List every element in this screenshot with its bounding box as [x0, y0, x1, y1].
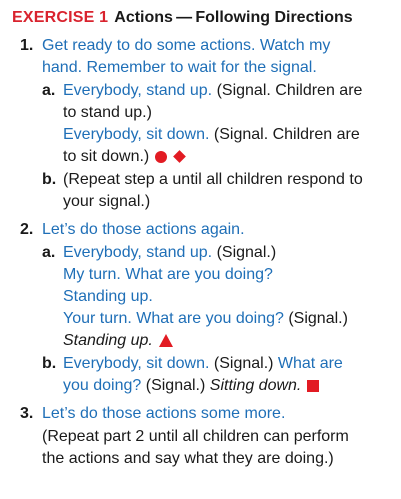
step-1a-instruction: Everybody, stand up. [63, 82, 213, 99]
step-2-number: 2. [20, 221, 34, 238]
step-3-line-2: (Repeat part 2 until all children can perform [42, 428, 349, 445]
step-1a-note-3: to sit down.) [63, 148, 150, 165]
step-1a-note-2: (Signal. Children are [209, 126, 360, 143]
step-1a-line-2: to stand up.) [63, 104, 152, 121]
step-2a-response: Standing up. [63, 332, 153, 349]
step-1a-line-4 [63, 147, 184, 167]
step-2-line-1: Let’s do those actions again. [42, 221, 245, 238]
step-1a-label: a. [42, 82, 56, 99]
step-2a-line-5 [63, 331, 173, 351]
exercise-number: EXERCISE 1 [12, 9, 109, 26]
step-2b-note-2: (Signal.) [141, 377, 210, 394]
circle-icon [155, 151, 167, 163]
step-1a-instruction-2: Everybody, sit down. [63, 126, 210, 143]
step-1b-line-1: (Repeat step a until all children respond to [63, 171, 363, 188]
step-2b-response: Sitting down. [209, 377, 302, 394]
step-2a-line-1 [63, 243, 276, 263]
step-2b-line-1 [63, 354, 343, 374]
step-1a-line-1 [63, 81, 362, 101]
diamond-icon [173, 150, 186, 163]
step-2b-line-2 [63, 376, 319, 396]
step-2b-note: (Signal.) [209, 355, 278, 372]
step-2b-instruction: Everybody, sit down. [63, 355, 210, 372]
step-1-line-2: hand. Remember to wait for the signal. [42, 59, 317, 76]
step-1b-line-2: your signal.) [63, 193, 151, 210]
step-2a-note: (Signal.) [212, 244, 277, 261]
step-1a-line-3 [63, 125, 360, 145]
step-3-line-3: the actions and say what they are doing.) [42, 450, 334, 467]
step-2a-line-4 [63, 309, 348, 329]
step-2a-label: a. [42, 244, 56, 261]
step-1-line-1: Get ready to do some actions. Watch my [42, 37, 331, 54]
step-2a-note-2: (Signal.) [283, 310, 348, 327]
step-2b-question-part-2: you doing? [63, 377, 142, 394]
step-3-number: 3. [20, 405, 34, 422]
step-1a-note: (Signal. Children are [212, 82, 363, 99]
step-2a-line-3: Standing up. [63, 288, 153, 305]
step-1-number: 1. [20, 37, 34, 54]
step-2a-instruction-2: Your turn. What are you doing? [63, 310, 284, 327]
triangle-icon [159, 334, 173, 347]
step-2a-instruction: Everybody, stand up. [63, 244, 213, 261]
square-icon [307, 380, 319, 392]
step-2a-line-2: My turn. What are you doing? [63, 266, 273, 283]
exercise-header [12, 8, 353, 28]
step-2b-question-part-1: What are [277, 355, 343, 372]
step-2b-label: b. [42, 355, 57, 372]
exercise-title: Actions — Following Directions [114, 9, 353, 26]
step-1b-label: b. [42, 171, 57, 188]
step-3-line-1: Let’s do those actions some more. [42, 405, 286, 422]
